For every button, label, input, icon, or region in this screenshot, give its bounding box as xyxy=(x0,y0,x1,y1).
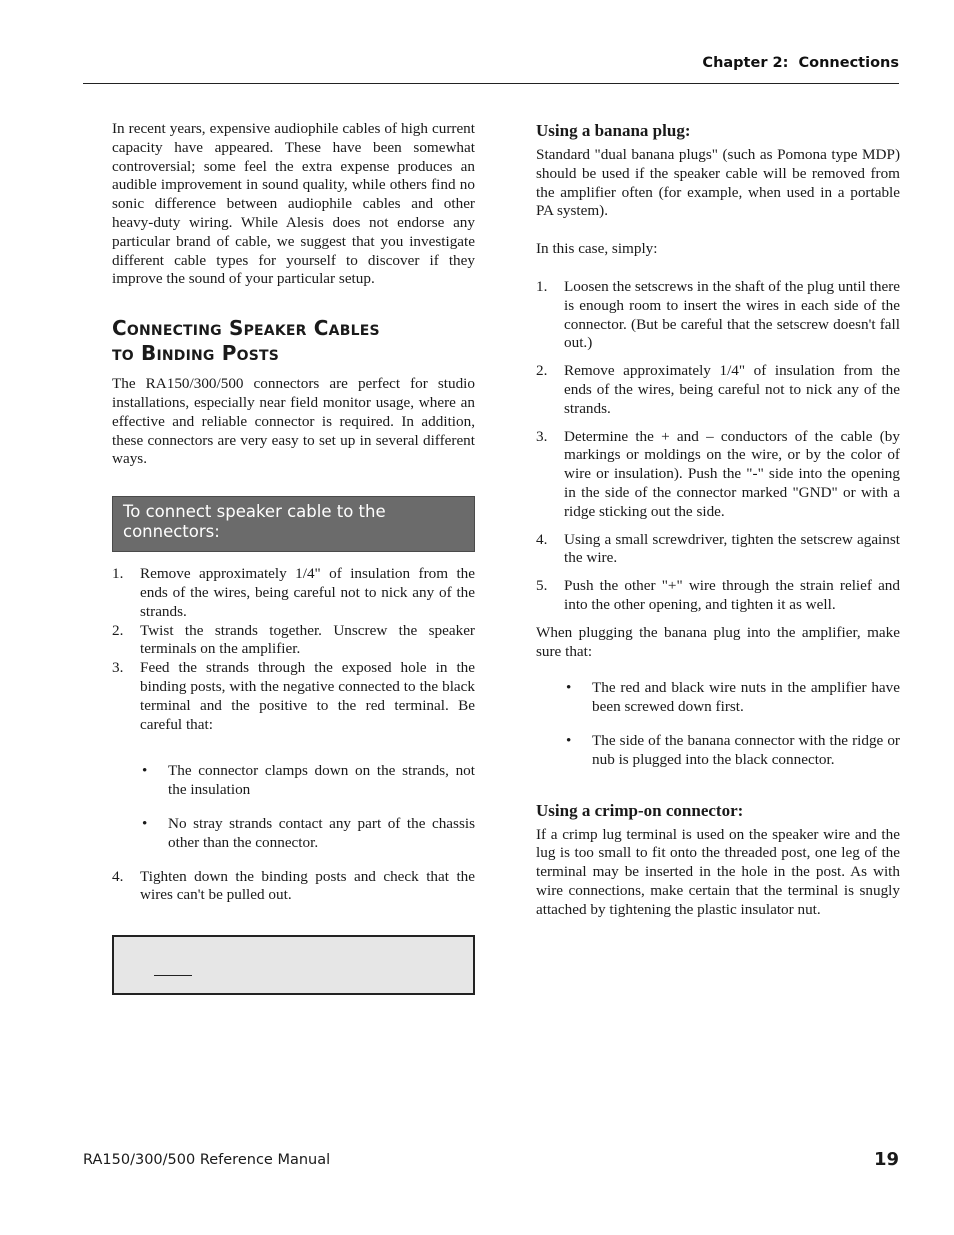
right-steps-list xyxy=(536,278,900,615)
crimp-connector-heading: Using a crimp-on connector: xyxy=(536,800,744,820)
step-number: 5. xyxy=(536,577,548,595)
list-item xyxy=(536,732,900,770)
list-item xyxy=(112,868,475,906)
left-steps-list xyxy=(112,565,475,734)
step-text: Determine the + and – conductors of the cable (by markings or moldings on the wire, or by the color of wire or insulation). Push the "-" side into the opening in the side of the connector marked "GND" or with a ridge sticking out the side. xyxy=(564,427,900,520)
step-text: Loosen the setscrews in the shaft of the plug until there is enough room to insert the wires in each side of the connector. (But be careful that the setscrew doesn't fall out.) xyxy=(564,277,900,352)
footer-manual-title: RA150/300/500 Reference Manual xyxy=(83,1152,331,1168)
section-heading-line1: Connecting Speaker Cables xyxy=(112,316,380,341)
page-number: 19 xyxy=(873,1149,899,1170)
step-number: 2. xyxy=(112,621,124,639)
step-number: 4. xyxy=(112,867,124,885)
banana-plug-heading: Using a banana plug: xyxy=(536,121,691,140)
list-item xyxy=(112,565,475,621)
list-item xyxy=(112,762,475,800)
step-number: 3. xyxy=(112,659,124,677)
list-item xyxy=(536,577,900,615)
list-item xyxy=(112,622,475,660)
list-item xyxy=(536,679,900,717)
bullet-icon: • xyxy=(566,679,572,697)
step-text: Using a small screwdriver, tighten the setscrew against the wire. xyxy=(564,530,900,567)
section-paragraph: The RA150/300/500 connectors are perfect for studio installations, especially near field monitor usage, where an effective and reliable connector is required. In addition, these connectors are very easy to set up in several different ways. xyxy=(112,375,475,468)
intro-paragraph: In recent years, expensive audiophile cables of high current capacity have appeared. These have been somewhat controversial; some feel the extra expense produces an audible improvement in sound quality, while others find no sonic difference between audiophile cables and other heavy-duty wiring. While Alesis does not endorse any particular brand of cable, we suggest that you investigate different cable types for yourself to discover if they improve the sound of your particular setup. xyxy=(112,120,475,288)
procedure-title-box: To connect speaker cable to the connectors: xyxy=(112,496,475,552)
step-number: 1. xyxy=(536,277,548,295)
header-rule xyxy=(83,83,899,84)
step-number: 1. xyxy=(112,565,124,583)
list-item xyxy=(536,531,900,569)
right-column xyxy=(536,120,900,920)
section-heading-line2: to Binding Posts xyxy=(112,341,280,366)
step-text: Remove approximately 1/4" of insulation from the ends of the wires, being careful not to nick any of the strands. xyxy=(564,362,900,417)
step-text: Push the other "+" wire through the strain relief and into the other opening, and tighten it as well. xyxy=(564,577,900,613)
banana-lead-paragraph: In this case, simply: xyxy=(536,240,658,258)
left-column xyxy=(112,120,475,995)
step-text: Tighten down the binding posts and check that the wires can't be pulled out. xyxy=(140,867,475,904)
bullet-icon: • xyxy=(142,814,148,832)
left-step4-list xyxy=(112,868,475,906)
right-bullet-list xyxy=(536,679,900,769)
list-item xyxy=(536,428,900,522)
chapter-header: Chapter 2: Connections xyxy=(702,55,899,71)
list-item xyxy=(536,362,900,418)
section-heading xyxy=(112,316,475,366)
step-text: Remove approximately 1/4" of insulation from the ends of the wires, being careful not to nick any of the strands. xyxy=(140,565,475,620)
bullet-text: The connector clamps down on the strands, not the insulation xyxy=(168,762,475,799)
bullet-icon: • xyxy=(142,762,148,780)
bullet-icon: • xyxy=(566,731,572,749)
bullet-text: No stray strands contact any part of the chassis other than the connector. xyxy=(168,814,475,851)
list-item xyxy=(112,815,475,853)
list-item xyxy=(112,659,475,734)
left-bullet-list xyxy=(112,762,475,852)
step-number: 2. xyxy=(536,362,548,380)
note-box xyxy=(112,935,475,995)
list-item xyxy=(536,278,900,353)
crimp-paragraph: If a crimp lug terminal is used on the speaker wire and the lug is too small to fit onto the threaded post, one leg of the terminal may be inserted in the hole in the post. As with wire connections, make certain that the terminal is snugly attached by tightening the plastic insulator nut. xyxy=(536,825,900,918)
bullet-text: The red and black wire nuts in the amplifier have been screwed down first. xyxy=(592,679,900,716)
step-text: Twist the strands together. Unscrew the speaker terminals on the amplifier. xyxy=(140,621,475,658)
note-underline xyxy=(154,975,192,976)
step-text: Feed the strands through the exposed hole in the binding posts, with the negative connected to the black terminal and the positive to the red terminal. Be careful that: xyxy=(140,659,475,733)
bullet-text: The side of the banana connector with the ridge or nub is plugged into the black connector. xyxy=(592,731,900,768)
banana-intro-paragraph: Standard "dual banana plugs" (such as Pomona type MDP) should be used if the speaker cable will be removed from the amplifier often (for example, when used in a portable PA system). xyxy=(536,146,900,220)
plugging-paragraph: When plugging the banana plug into the amplifier, make sure that: xyxy=(536,623,900,660)
step-number: 4. xyxy=(536,530,548,548)
step-number: 3. xyxy=(536,427,548,445)
